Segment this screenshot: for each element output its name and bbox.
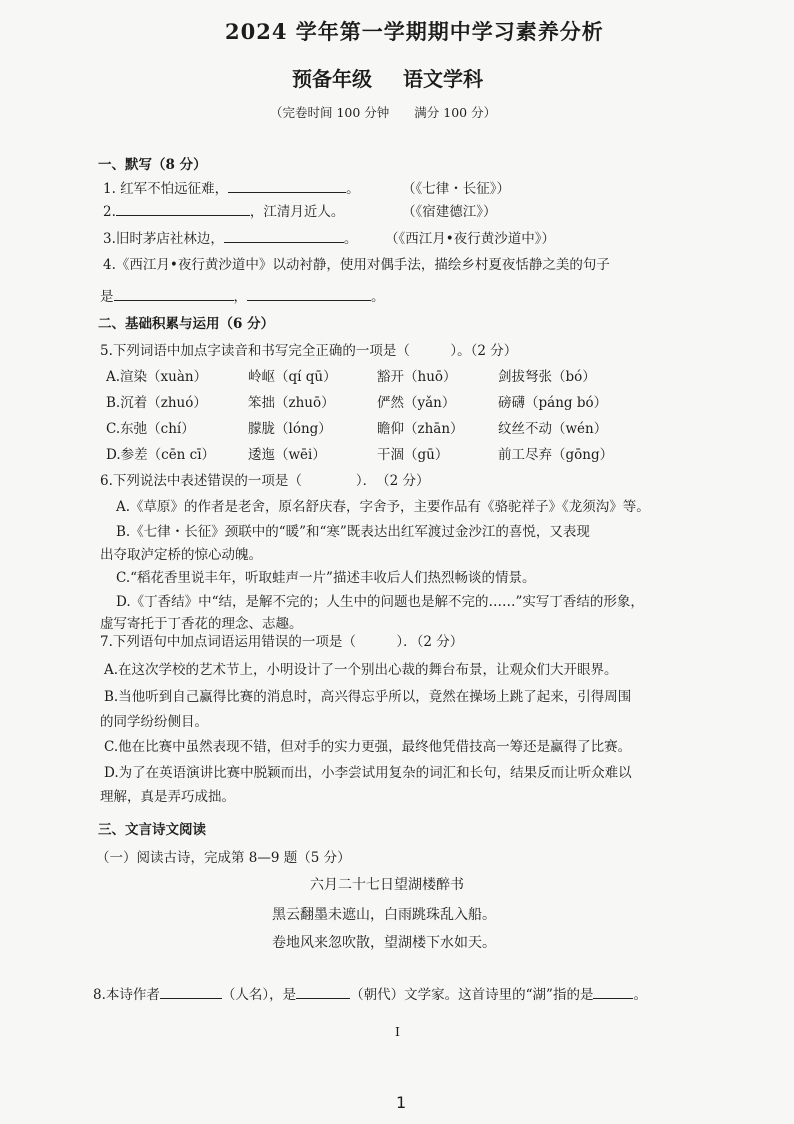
q8-blank-author[interactable] — [160, 985, 222, 999]
q5-option: 剑拔弩张（bó） — [498, 369, 596, 385]
page-number: 1 — [396, 1093, 407, 1112]
q4-answer-line — [100, 285, 385, 305]
q4-sep: ， — [233, 289, 247, 305]
q4-text: 4.《西江月•夜行黄沙道中》以动衬静，使用对偶手法，描绘乡村夏夜恬静之美的句子 — [103, 257, 610, 273]
q7-stem: 7.下列语句中加点词语运用错误的一项是（ ）．（2 分） — [100, 634, 464, 650]
q8-part: （朝代）文学家。这首诗里的“湖”指的是 — [350, 987, 594, 1003]
q4-prefix: 是 — [100, 289, 114, 305]
q5-option: 干涸（gū） — [377, 447, 449, 463]
q6-line: 出夺取泸定桥的惊心动魄。 — [100, 547, 262, 563]
section3-heading: 三、文言诗文阅读 — [98, 822, 206, 838]
q5-option: A.渲染（xuàn） — [106, 369, 208, 385]
q6-stem: 6.下列说法中表述错误的一项是（ ）． （2 分） — [100, 473, 430, 489]
q7-line: 的同学纷纷侧目。 — [100, 714, 208, 730]
q5-option: 朦胧（lóng） — [248, 421, 332, 437]
grade-label: 预备年级 — [292, 67, 372, 91]
q8-blank-dynasty[interactable] — [296, 985, 350, 999]
q7-line: 理解，真是弄巧成拙。 — [100, 789, 235, 805]
q8-part: 8.本诗作者 — [93, 987, 160, 1003]
q5-option: D.参差（cēn cī） — [106, 447, 216, 463]
q3-source: （《西江月•夜行黄沙道中》） — [385, 231, 555, 247]
q2-line — [103, 200, 344, 220]
q1-line — [103, 177, 360, 197]
poem-line: 卷地风来忽吹散，望湖楼下水如天。 — [272, 935, 496, 951]
q5-option: 纹丝不动（wén） — [498, 421, 608, 437]
q5-option: 前工尽弃（gōng） — [498, 447, 614, 463]
subject-label: 语文学科 — [403, 67, 483, 91]
q1-prefix: 1. 红军不怕远征难， — [103, 181, 229, 197]
q5-option: 岭岖（qí qū） — [248, 369, 337, 385]
q7-line: C.他在比赛中虽然表现不错，但对手的实力更强，最终他凭借技高一筹还是赢得了比赛。 — [104, 739, 632, 755]
exam-title: 2024 学年第一学期期中学习素养分析 — [225, 19, 604, 44]
q6-line: 虚写寄托于丁香花的理念、志趣。 — [100, 616, 303, 632]
q8-part: （人名），是 — [221, 987, 297, 1003]
q5-option: 笨拙（zhuō） — [248, 395, 335, 411]
q4-end: 。 — [371, 289, 385, 305]
q1-source: （《七律・长征》） — [402, 181, 510, 197]
section2-heading: 二、基础积累与运用（6 分） — [98, 316, 275, 332]
q5-option: C.东弛（chí） — [106, 421, 195, 437]
q5-option: B.沉着（zhuó） — [106, 395, 207, 411]
q6-line: D.《丁香结》中“结，是解不完的；人生中的问题也是解不完的……”实写丁香结的形象， — [116, 594, 644, 610]
q8-line — [93, 983, 647, 1003]
q2-prefix: 2. — [103, 204, 116, 220]
footer-mark: I — [395, 1024, 400, 1039]
q7-line: A.在这次学校的艺术节上，小明设计了一个别出心裁的舞台布景，让观众们大开眼界。 — [104, 662, 618, 678]
exam-info: （完卷时间 100 分钟 满分 100 分） — [270, 105, 497, 120]
poem-line: 黑云翻墨未遮山，白雨跳珠乱入船。 — [272, 907, 496, 923]
q4-blank-1[interactable] — [114, 287, 234, 301]
q5-option: 磅礴（páng bó） — [498, 395, 608, 411]
q6-line: A.《草原》的作者是老舍，原名舒庆春，字舍予，主要作品有《骆驼祥子》《龙须沟》等。 — [116, 499, 650, 515]
q7-line: D.为了在英语演讲比赛中脱颖而出，小李尝试用复杂的词汇和长句，结果反而让听众难以 — [104, 765, 632, 781]
q4-blank-2[interactable] — [247, 287, 371, 301]
section1-heading: 一、默写（8 分） — [98, 157, 207, 173]
q6-line: C.“稻花香里说丰年，听取蛙声一片”描述丰收后人们热烈畅谈的情景。 — [116, 570, 536, 586]
q6-line: B.《七律・长征》颈联中的“暖”和“寒”既表达出红军渡过金沙江的喜悦，又表现 — [116, 524, 590, 540]
q3-line — [103, 227, 357, 247]
q8-blank-lake[interactable] — [593, 985, 633, 999]
q5-option: 逶迤（wēi） — [248, 447, 326, 463]
q7-line: B.当他听到自己赢得比赛的消息时，高兴得忘乎所以，竟然在操场上跳了起来，引得周围 — [104, 689, 632, 705]
q2-source: （《宿建德江》） — [402, 204, 497, 220]
q2-suffix: ，江清月近人。 — [249, 204, 345, 220]
q3-suffix: 。 — [343, 231, 358, 247]
section3-subheading: （一）阅读古诗，完成第 8—9 题（5 分） — [96, 850, 351, 866]
q5-option: 俨然（yǎn） — [377, 395, 456, 411]
q1-suffix: 。 — [346, 181, 360, 197]
q5-option: 瞻仰（zhān） — [377, 421, 464, 437]
q2-blank[interactable] — [116, 202, 250, 216]
poem-title: 六月二十七日望湖楼醉书 — [310, 877, 464, 893]
q3-prefix: 3.旧时茅店社林边， — [103, 231, 224, 247]
q8-part: 。 — [633, 987, 647, 1003]
q3-blank[interactable] — [224, 229, 344, 243]
q5-option: 豁开（huō） — [377, 369, 457, 385]
q5-stem: 5.下列词语中加点字读音和书写完全正确的一项是（ ）。（2 分） — [100, 343, 518, 359]
q1-blank[interactable] — [228, 179, 346, 193]
